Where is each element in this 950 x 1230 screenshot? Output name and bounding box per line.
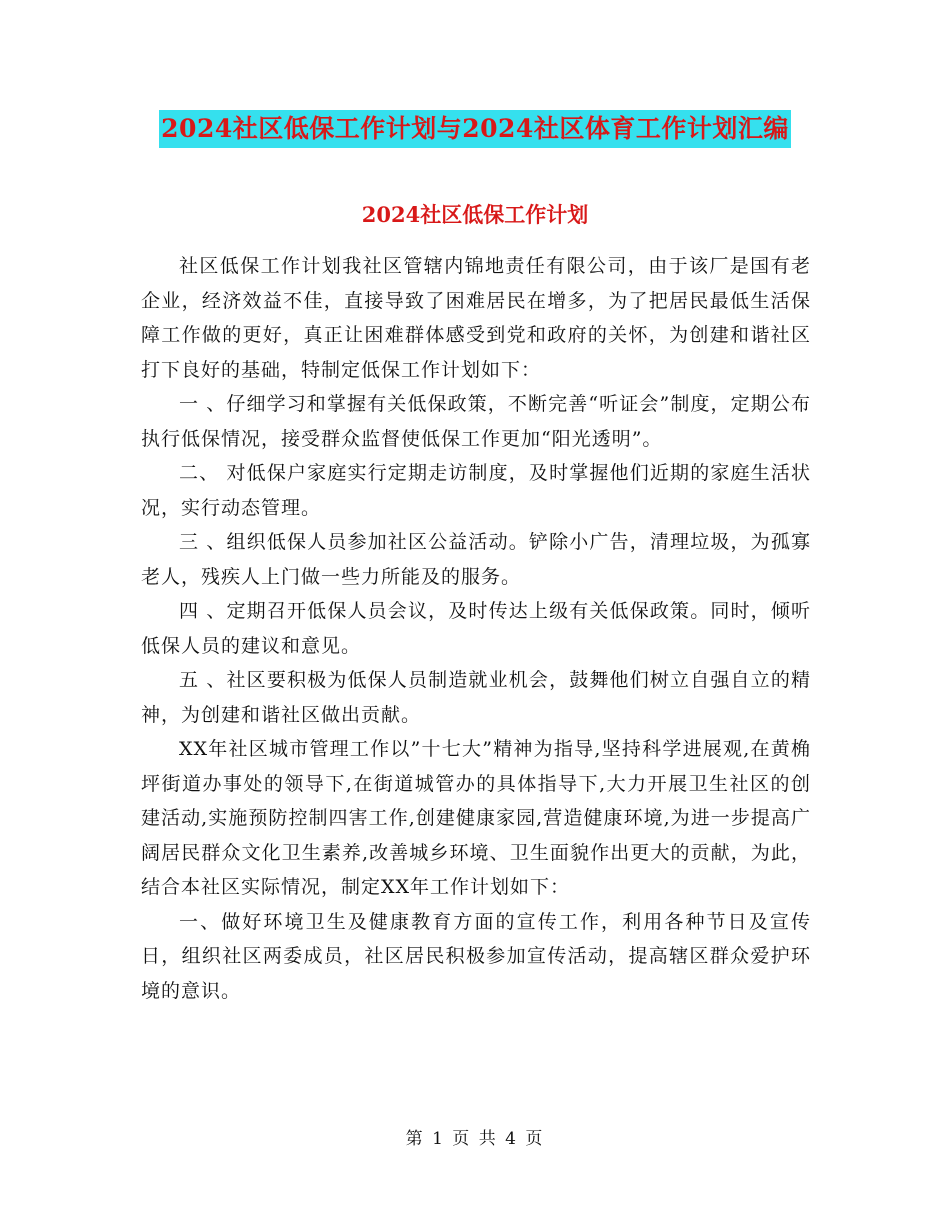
document-title: 2024社区低保工作计划与2024社区体育工作计划汇编 [159,110,791,148]
document-body [141,249,811,1008]
paragraph-item-2: 二、 对低保户家庭实行定期走访制度，及时掌握他们近期的家庭生活状况，实行动态管理。 [141,462,811,519]
paragraph-item-3: 三 、组织低保人员参加社区公益活动。铲除小广告，清理垃圾，为孤寡老人，残疾人上门做一些力所能及的服务。 [141,531,811,588]
paragraph-item-4: 四 、定期召开低保人员会议，及时传达上级有关低保政策。同时，倾听低保人员的建议和意见。 [141,600,811,657]
paragraph-annual-plan: XX年社区城市管理工作以”十七大”精神为指导,坚持科学进展观,在黄桷坪街道办事处的领导下,在街道城管办的具体指导下,大力开展卫生社区的创建活动,实施预防控制四害工作,创建健康家园,营造健康环境,为进一步提高广阔居民群众文化卫生素养,改善城乡环境、卫生面貌作出更大的贡献，为此，结合本社区实际情况，制定XX年工作计划如下： [141,738,811,898]
paragraph-intro: 社区低保工作计划我社区管辖内锦地责任有限公司，由于该厂是国有老企业，经济效益不佳，直接导致了困难居民在增多，为了把居民最低生活保障工作做的更好，真正让困难群体感受到党和政府的关怀，为创建和谐社区打下良好的基础，特制定低保工作计划如下： [141,255,811,381]
title-bar [0,110,950,148]
paragraph-item-5: 五 、社区要积极为低保人员制造就业机会，鼓舞他们树立自强自立的精神，为创建和谐社区做出贡献。 [141,669,811,726]
paragraph-plan-item-1: 一、做好环境卫生及健康教育方面的宣传工作，利用各种节日及宣传日，组织社区两委成员，社区居民积极参加宣传活动，提高辖区群众爱护环境的意识。 [141,910,811,1002]
section-heading: 2024社区低保工作计划 [361,202,589,227]
page-footer: 第 1 页 共 4 页 [405,1129,545,1149]
paragraph-item-1: 一 、仔细学习和掌握有关低保政策，不断完善“听证会”制度，定期公布执行低保情况，接受群众监督使低保工作更加“阳光透明”。 [141,393,811,450]
